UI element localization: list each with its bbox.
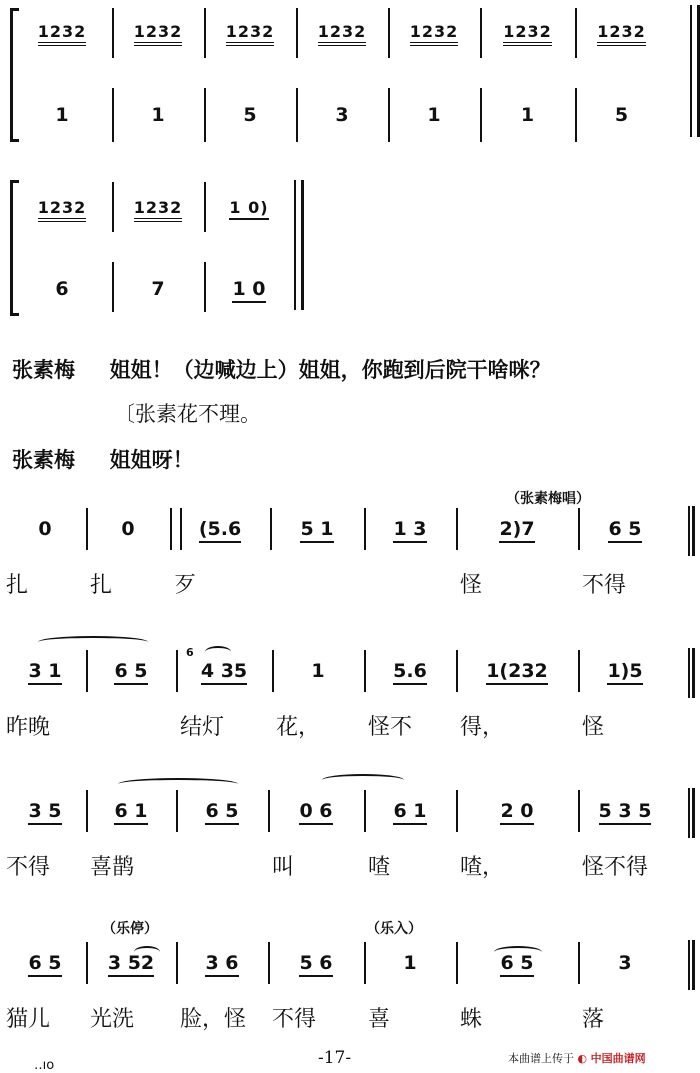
melody-note bbox=[274, 952, 358, 974]
end-barline bbox=[690, 5, 700, 137]
barline bbox=[578, 942, 580, 984]
intro-bass-note-text: 5 bbox=[243, 104, 257, 126]
dialogue-line-1 bbox=[12, 354, 551, 384]
site-logo-icon: ◐ bbox=[577, 1052, 588, 1065]
slur-arc bbox=[205, 646, 231, 658]
melody-note-text: 1(232 bbox=[486, 660, 548, 685]
intro-top-note bbox=[116, 198, 200, 217]
lyric: 光洗 bbox=[90, 1007, 135, 1032]
lyric: 歹 bbox=[174, 573, 197, 598]
melody-note bbox=[584, 660, 666, 682]
barline bbox=[456, 790, 458, 832]
barline bbox=[364, 790, 366, 832]
melody-note bbox=[8, 800, 82, 822]
lyric: 扎 bbox=[6, 573, 29, 598]
barline bbox=[364, 650, 366, 692]
intro-bass-note bbox=[20, 104, 104, 126]
melody-note bbox=[370, 660, 450, 682]
melody-note bbox=[370, 952, 450, 974]
lyric: 喜 bbox=[368, 1007, 391, 1032]
barline bbox=[112, 8, 114, 58]
music-in-annotation: （乐入） bbox=[366, 921, 422, 937]
barline bbox=[112, 262, 114, 312]
intro-bass-note bbox=[300, 104, 384, 126]
melody-note bbox=[182, 952, 262, 974]
lyric: 不得 bbox=[582, 573, 627, 598]
melody-note bbox=[182, 800, 262, 822]
melody-note-text: 4 35 bbox=[201, 660, 247, 685]
barline bbox=[575, 88, 577, 142]
melody-note-text: 2 0 bbox=[500, 800, 533, 825]
barline bbox=[272, 650, 274, 692]
melody-note-text: 6 1 bbox=[393, 800, 426, 825]
barline bbox=[296, 8, 298, 58]
melody-note bbox=[370, 800, 450, 822]
intro-bass-note bbox=[579, 104, 664, 126]
intro-top-note-text: 1232 bbox=[318, 22, 367, 46]
lyric: 猫儿 bbox=[6, 1007, 51, 1032]
melody-note-text: 6 5 bbox=[608, 518, 641, 543]
melody-note bbox=[8, 952, 82, 974]
melody-note-text: 5 3 5 bbox=[599, 800, 652, 825]
lyric: 扎 bbox=[90, 573, 113, 598]
intro-bass-note-text: 1 0 bbox=[232, 278, 265, 303]
barline bbox=[86, 942, 88, 984]
melody-note-text: 1)5 bbox=[607, 660, 642, 685]
melody-note-text: 3 bbox=[618, 952, 632, 974]
lyric: 花， bbox=[276, 715, 321, 740]
melody-note-text: 1 3 bbox=[393, 518, 426, 543]
intro-top-note-text: 1232 bbox=[410, 22, 459, 46]
melody-note bbox=[462, 952, 572, 974]
barline bbox=[268, 942, 270, 984]
melody-note bbox=[8, 660, 82, 682]
barline bbox=[575, 8, 577, 58]
intro-bass-note-text: 1 bbox=[55, 104, 69, 126]
slur-arc bbox=[118, 778, 238, 790]
system-bracket bbox=[10, 8, 19, 142]
intro-bass-note-text: 1 bbox=[427, 104, 441, 126]
barline bbox=[578, 508, 580, 550]
melody-note-text: 3 6 bbox=[205, 952, 238, 977]
barline bbox=[456, 942, 458, 984]
lyric: 蛛 bbox=[460, 1007, 483, 1032]
barline bbox=[578, 790, 580, 832]
melody-note-text: 6 5 bbox=[28, 952, 61, 977]
lyric: 昨晚 bbox=[6, 715, 51, 740]
barline bbox=[364, 508, 366, 550]
barline bbox=[204, 182, 206, 232]
barline bbox=[388, 88, 390, 142]
barline bbox=[176, 942, 178, 984]
lyric: 脸，怪 bbox=[180, 1007, 247, 1032]
intro-top-note-text: 1232 bbox=[226, 22, 275, 46]
barline bbox=[388, 8, 390, 58]
intro-bass-note bbox=[116, 278, 200, 300]
barline bbox=[578, 650, 580, 692]
barline bbox=[170, 508, 172, 550]
intro-bass-note bbox=[208, 278, 290, 300]
barline bbox=[364, 942, 366, 984]
melody-note-text: 0 bbox=[38, 518, 52, 540]
intro-top-note bbox=[392, 22, 476, 41]
lyric: 叫 bbox=[272, 855, 295, 880]
upload-notice bbox=[508, 1050, 646, 1066]
melody-note-text: 5 6 bbox=[299, 952, 332, 977]
barline bbox=[480, 8, 482, 58]
lyric: 喜鹊 bbox=[90, 855, 135, 880]
barline bbox=[180, 508, 182, 550]
melody-note-text: 6 5 bbox=[500, 952, 533, 977]
stage-direction-text: 〔张素花不理。 bbox=[114, 402, 261, 426]
melody-note-text: 3 1 bbox=[28, 660, 61, 685]
site-name: 中国曲谱网 bbox=[590, 1052, 646, 1065]
melody-note bbox=[92, 518, 164, 540]
intro-top-note bbox=[20, 22, 104, 41]
intro-bass-note bbox=[20, 278, 104, 300]
melody-note bbox=[92, 800, 170, 822]
intro-top-note bbox=[20, 198, 104, 217]
melody-note-text: 6 5 bbox=[114, 660, 147, 685]
melody-note bbox=[584, 952, 666, 974]
intro-bass-note-text: 7 bbox=[151, 278, 165, 300]
sing-cue-annotation: （张素梅唱） bbox=[506, 491, 590, 507]
melody-note bbox=[278, 660, 358, 682]
barline bbox=[112, 88, 114, 142]
dialogue-line-2 bbox=[12, 444, 194, 474]
melody-note bbox=[182, 660, 266, 682]
barline bbox=[456, 650, 458, 692]
melody-note bbox=[462, 518, 572, 540]
lyric: 不得 bbox=[272, 1007, 317, 1032]
melody-note-text: 1 bbox=[403, 952, 417, 974]
barline bbox=[480, 88, 482, 142]
intro-bass-note bbox=[484, 104, 571, 126]
intro-top-note-text: 1232 bbox=[38, 198, 87, 222]
melody-note-text: 0 bbox=[121, 518, 135, 540]
melody-note-text: 5 1 bbox=[300, 518, 333, 543]
intro-top-note bbox=[300, 22, 384, 41]
end-barline bbox=[688, 940, 695, 990]
system-bracket bbox=[10, 180, 19, 316]
melody-note bbox=[176, 518, 264, 540]
melody-note-text: 6 1 bbox=[114, 800, 147, 825]
melody-note bbox=[584, 800, 666, 822]
melody-note bbox=[584, 518, 666, 540]
page-number: -17- bbox=[318, 1048, 352, 1068]
music-stop-annotation: （乐停） bbox=[102, 921, 158, 937]
melody-note-text: 5.6 bbox=[393, 660, 427, 685]
slur-arc bbox=[38, 636, 148, 648]
upload-text: 本曲谱上传于 bbox=[508, 1052, 574, 1065]
barline bbox=[112, 182, 114, 232]
intro-bass-note-text: 1 bbox=[151, 104, 165, 126]
melody-note bbox=[8, 518, 82, 540]
intro-top-note bbox=[116, 22, 200, 41]
grace-note: 6 bbox=[186, 646, 194, 659]
melody-note-text: 1 bbox=[311, 660, 325, 682]
melody-note bbox=[462, 800, 572, 822]
spoken-text: 姐姐呀！ bbox=[109, 448, 194, 472]
melody-note bbox=[462, 660, 572, 682]
barline bbox=[204, 262, 206, 312]
lyric: 喳 bbox=[368, 855, 391, 880]
barline bbox=[176, 650, 178, 692]
melody-note bbox=[274, 800, 358, 822]
lyric: 结灯 bbox=[180, 715, 225, 740]
barline bbox=[296, 88, 298, 142]
melody-note-text: 0 6 bbox=[299, 800, 332, 825]
lyric: 怪不得 bbox=[582, 855, 649, 880]
intro-top-note-text: 1232 bbox=[38, 22, 87, 46]
intro-bass-note bbox=[208, 104, 292, 126]
intro-bass-note-text: 6 bbox=[55, 278, 69, 300]
barline bbox=[176, 790, 178, 832]
barline bbox=[204, 88, 206, 142]
barline bbox=[86, 790, 88, 832]
barline bbox=[268, 790, 270, 832]
intro-top-note-text: 1232 bbox=[134, 198, 183, 222]
intro-top-note-text: 1232 bbox=[597, 22, 646, 46]
melody-note bbox=[92, 660, 170, 682]
intro-bass-note-text: 5 bbox=[614, 104, 629, 126]
intro-bass-note-text: 3 bbox=[335, 104, 349, 126]
melody-note-text: 2)7 bbox=[499, 518, 534, 543]
intro-bass-note bbox=[116, 104, 200, 126]
lyric: 喳， bbox=[460, 855, 505, 880]
intro-bass-note-text: 1 bbox=[520, 104, 535, 126]
intro-top-note bbox=[579, 22, 664, 41]
lyric: 怪不 bbox=[368, 715, 413, 740]
barline bbox=[456, 508, 458, 550]
barline bbox=[86, 508, 88, 550]
lyric: 落 bbox=[582, 1007, 605, 1032]
barline bbox=[86, 650, 88, 692]
melody-note-text: 3 5 bbox=[28, 800, 61, 825]
intro-top-note-text: 1232 bbox=[503, 22, 552, 46]
spoken-text: 姐姐！（边喊边上）姐姐，你跑到后院干啥咪？ bbox=[109, 358, 551, 382]
barline bbox=[204, 8, 206, 58]
stage-direction bbox=[114, 398, 261, 428]
intro-bass-note bbox=[392, 104, 476, 126]
melody-note bbox=[276, 518, 358, 540]
melody-note-text: 6 5 bbox=[205, 800, 238, 825]
lyric: 怪 bbox=[582, 715, 605, 740]
slur-arc bbox=[322, 774, 404, 786]
cutoff-marks: ‥ıo bbox=[34, 1058, 55, 1073]
intro-top-note-text: 1232 bbox=[134, 22, 183, 46]
melody-note bbox=[92, 952, 170, 974]
intro-top-note bbox=[208, 22, 292, 41]
intro-top-note-text: 1 0) bbox=[229, 198, 268, 220]
end-barline bbox=[688, 788, 695, 838]
intro-top-note bbox=[208, 198, 290, 217]
melody-note-text: 3 52 bbox=[108, 952, 154, 977]
end-barline bbox=[688, 648, 695, 698]
lyric: 怪 bbox=[460, 573, 483, 598]
end-barline bbox=[688, 506, 695, 556]
speaker-name: 张素梅 bbox=[12, 448, 75, 472]
intro-top-note bbox=[484, 22, 571, 41]
lyric: 不得 bbox=[6, 855, 51, 880]
melody-note bbox=[370, 518, 450, 540]
melody-note-text: (5.6 bbox=[199, 518, 241, 543]
final-barline bbox=[294, 180, 304, 310]
lyric: 得， bbox=[460, 715, 505, 740]
speaker-name: 张素梅 bbox=[12, 358, 75, 382]
barline bbox=[270, 508, 272, 550]
